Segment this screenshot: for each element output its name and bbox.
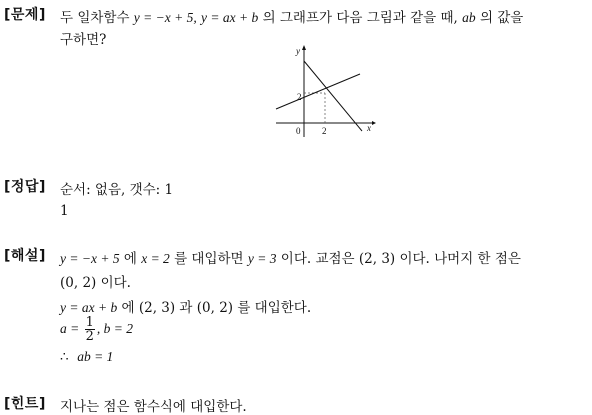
solution-tag: [해설] (4, 248, 46, 264)
y-axis-label: y (296, 46, 300, 56)
answer-value: 1 (60, 203, 69, 219)
problem-line-1 (60, 6, 523, 26)
problem-line-2: 구하면? (60, 32, 107, 48)
sol-b-eq: , b = 2 (96, 321, 134, 336)
sol-a-eq: a = (60, 321, 83, 336)
fraction-denominator: 2 (85, 329, 94, 344)
sol-eq-2: x = 2 (141, 251, 170, 266)
problem-ab: ab (462, 10, 476, 25)
origin-label: 0 (296, 126, 301, 136)
sol-text-4: 에 (2, 3) 과 (0, 2) 를 대입한다. (117, 300, 312, 316)
sol-eq-3: y = 3 (247, 251, 277, 266)
x-axis-label: x (367, 123, 371, 133)
answer-tag: [정답] (4, 179, 46, 195)
hint-text: 지나는 점은 함수식에 대입한다. (60, 399, 247, 415)
answer-line-1: 순서: 없음, 갯수: 1 (60, 182, 174, 198)
sol-text-2: 를 대입하면 (169, 251, 248, 267)
therefore-symbol: ∴ (60, 349, 69, 365)
sol-eq-4: y = ax + b (60, 300, 118, 315)
hint-tag: [힌트] (4, 396, 46, 412)
x-tick-label: 2 (322, 126, 327, 136)
line-y-eq-ax-plus-b (276, 74, 360, 109)
problem-text-b: 의 그래프가 다음 그림과 같을 때, (262, 10, 463, 26)
sol-eq-1: y = −x + 5 (60, 251, 120, 266)
line-y-eq-neg-x-plus-5 (304, 61, 362, 131)
sol-text-3: 이다. 교점은 (2, 3) 이다. 나머지 한 점은 (276, 251, 521, 267)
problem-tag: [문제] (4, 7, 46, 23)
solution-line-5 (60, 349, 113, 365)
problem-text-c: 의 값을 (479, 10, 524, 26)
fraction-numerator: 1 (85, 315, 94, 330)
solution-line-2: (0, 2) 이다. (60, 275, 131, 291)
y-tick-label: 2 (297, 92, 302, 102)
fraction-one-half (85, 316, 95, 343)
equation-2: y = ax + b (201, 10, 259, 25)
solution-line-1 (60, 247, 521, 267)
function-graph (272, 42, 382, 138)
sol-final-eq: ab = 1 (77, 349, 114, 364)
problem-text-a: 두 일차함수 (60, 10, 134, 26)
solution-line-4 (60, 316, 133, 343)
solution-line-3 (60, 296, 311, 316)
equation-1: y = −x + 5, (133, 10, 197, 25)
sol-text-1: 에 (119, 251, 142, 267)
